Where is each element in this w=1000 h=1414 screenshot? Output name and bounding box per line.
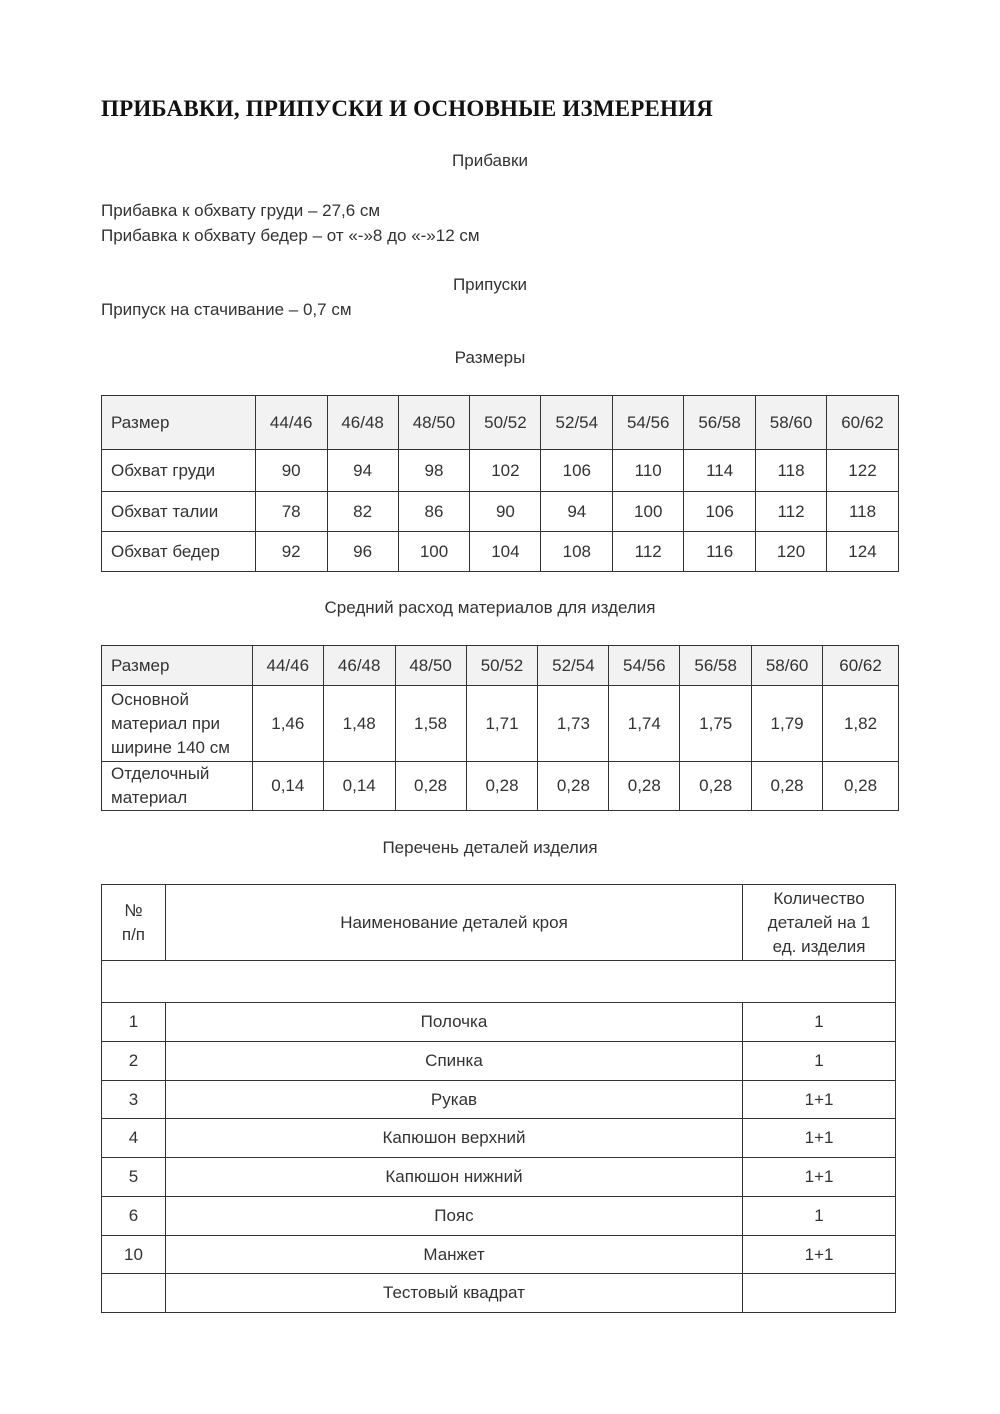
table-cell: 1,58 xyxy=(395,686,466,762)
part-number: 3 xyxy=(102,1081,166,1119)
table-cell: 98 xyxy=(398,450,470,492)
table-row xyxy=(102,450,899,492)
table-cell: 104 xyxy=(470,532,541,572)
part-quantity: 1 xyxy=(743,1003,896,1042)
part-number xyxy=(102,1274,166,1313)
sizes-heading: Размеры xyxy=(454,348,526,367)
table-cell: 110 xyxy=(613,450,684,492)
table-cell: 116 xyxy=(684,532,756,572)
col-name-header: Наименование деталей кроя xyxy=(165,885,742,961)
part-quantity: 1 xyxy=(743,1042,896,1081)
allowance-line-chest: Прибавка к обхвату груди – 27,6 см xyxy=(101,201,381,220)
row-label-line: Отделочный xyxy=(111,764,210,783)
part-name: Тестовый квадрат xyxy=(165,1274,742,1313)
part-number: 4 xyxy=(102,1119,166,1158)
table-cell: 112 xyxy=(756,492,827,532)
table-row xyxy=(102,1236,896,1274)
size-header: 60/62 xyxy=(823,646,899,686)
table-cell: 1,74 xyxy=(609,686,680,762)
part-name: Спинка xyxy=(165,1042,742,1081)
table-row xyxy=(102,1042,896,1081)
table-cell: 100 xyxy=(398,532,470,572)
sizes-header-label: Размер xyxy=(102,396,256,450)
part-name: Пояс xyxy=(165,1197,742,1236)
parts-heading: Перечень деталей изделия xyxy=(382,838,598,857)
size-header: 58/60 xyxy=(756,396,827,450)
row-label: Обхват талии xyxy=(102,492,256,532)
size-header: 48/50 xyxy=(395,646,466,686)
table-cell: 78 xyxy=(255,492,327,532)
table-cell: 0,28 xyxy=(752,762,823,811)
row-label-line: ширине 140 см xyxy=(111,737,230,757)
allowances-heading: Прибавки xyxy=(452,151,528,170)
part-number: 5 xyxy=(102,1158,166,1197)
table-cell: 0,28 xyxy=(395,762,466,811)
part-quantity: 1+1 xyxy=(743,1119,896,1158)
table-cell: 86 xyxy=(398,492,470,532)
size-header: 56/58 xyxy=(680,646,752,686)
size-header: 54/56 xyxy=(613,396,684,450)
table-cell: 120 xyxy=(756,532,827,572)
table-cell: 1,48 xyxy=(323,686,395,762)
size-header: 54/56 xyxy=(609,646,680,686)
part-name: Манжет xyxy=(165,1236,742,1274)
table-cell: 1,79 xyxy=(752,686,823,762)
table-cell: 106 xyxy=(541,450,613,492)
parts-table xyxy=(101,884,896,1313)
table-row xyxy=(102,762,899,811)
col-qty-header xyxy=(743,885,896,961)
row-label-line: материал при xyxy=(111,713,221,733)
table-cell: 1,71 xyxy=(466,686,538,762)
part-quantity xyxy=(743,1274,896,1313)
table-cell: 1,82 xyxy=(823,686,899,762)
table-row xyxy=(102,1197,896,1236)
table-cell: 0,28 xyxy=(680,762,752,811)
table-cell: 0,28 xyxy=(609,762,680,811)
header-line: Количество xyxy=(773,888,865,908)
table-cell: 118 xyxy=(826,492,898,532)
table-cell: 96 xyxy=(327,532,398,572)
table-cell: 114 xyxy=(684,450,756,492)
allowance-line-hips: Прибавка к обхвату бедер – от «-»8 до «-»12 см xyxy=(101,226,480,245)
size-header: 50/52 xyxy=(470,396,541,450)
table-cell: 100 xyxy=(613,492,684,532)
part-number: 6 xyxy=(102,1197,166,1236)
materials-header-label: Размер xyxy=(102,646,253,686)
size-header: 56/58 xyxy=(684,396,756,450)
table-cell: 106 xyxy=(684,492,756,532)
table-cell: 0,28 xyxy=(466,762,538,811)
sizes-header-row xyxy=(102,396,899,450)
table-cell: 122 xyxy=(826,450,898,492)
table-row xyxy=(102,1081,896,1119)
part-number: 2 xyxy=(102,1042,166,1081)
part-quantity: 1+1 xyxy=(743,1081,896,1119)
table-row xyxy=(102,492,899,532)
size-header: 52/54 xyxy=(538,646,609,686)
header-line: ед. изделия xyxy=(772,936,866,956)
table-cell: 112 xyxy=(613,532,684,572)
page-title: ПРИБАВКИ, ПРИПУСКИ И ОСНОВНЫЕ ИЗМЕРЕНИЯ xyxy=(101,96,714,121)
table-cell: 0,28 xyxy=(538,762,609,811)
sizes-table xyxy=(101,395,899,572)
size-header: 44/46 xyxy=(255,396,327,450)
part-quantity: 1 xyxy=(743,1197,896,1236)
table-row xyxy=(102,1119,896,1158)
parts-header-row xyxy=(102,885,896,961)
part-name: Капюшон верхний xyxy=(165,1119,742,1158)
row-label-line: Основной xyxy=(111,689,189,709)
table-cell: 102 xyxy=(470,450,541,492)
size-header: 60/62 xyxy=(826,396,898,450)
table-cell: 124 xyxy=(826,532,898,572)
size-header: 50/52 xyxy=(466,646,538,686)
table-cell: 82 xyxy=(327,492,398,532)
part-number: 10 xyxy=(102,1236,166,1274)
header-line: п/п xyxy=(121,924,146,944)
part-number: 1 xyxy=(102,1003,166,1042)
table-cell: 1,75 xyxy=(680,686,752,762)
part-name: Капюшон нижний xyxy=(165,1158,742,1197)
row-label xyxy=(102,686,253,762)
table-cell: 0,14 xyxy=(323,762,395,811)
header-line: деталей на 1 xyxy=(767,912,871,932)
table-cell: 1,73 xyxy=(538,686,609,762)
materials-header-row xyxy=(102,646,899,686)
table-row xyxy=(102,1158,896,1197)
row-label xyxy=(102,762,253,811)
row-label: Обхват бедер xyxy=(102,532,256,572)
size-header: 52/54 xyxy=(541,396,613,450)
table-cell: 92 xyxy=(255,532,327,572)
seam-allowance-line: Припуск на стачивание – 0,7 см xyxy=(101,300,352,319)
table-row xyxy=(102,1274,896,1313)
table-cell: 0,14 xyxy=(252,762,323,811)
table-row xyxy=(102,686,899,762)
materials-heading: Средний расход материалов для изделия xyxy=(324,598,656,617)
size-header: 46/48 xyxy=(323,646,395,686)
part-name: Полочка xyxy=(165,1003,742,1042)
size-header: 58/60 xyxy=(752,646,823,686)
row-label-line: материал xyxy=(111,788,188,807)
size-header: 48/50 xyxy=(398,396,470,450)
table-cell: 1,46 xyxy=(252,686,323,762)
table-cell: 94 xyxy=(327,450,398,492)
table-row xyxy=(102,532,899,572)
size-header: 46/48 xyxy=(327,396,398,450)
table-cell: 90 xyxy=(470,492,541,532)
seams-heading: Припуски xyxy=(452,275,528,294)
size-header: 44/46 xyxy=(252,646,323,686)
part-quantity: 1+1 xyxy=(743,1158,896,1197)
header-line: № xyxy=(124,900,143,920)
part-name: Рукав xyxy=(165,1081,742,1119)
table-cell: 94 xyxy=(541,492,613,532)
empty-cell xyxy=(102,961,896,1003)
table-cell: 0,28 xyxy=(823,762,899,811)
col-num-header xyxy=(102,885,166,961)
table-cell: 108 xyxy=(541,532,613,572)
materials-table xyxy=(101,645,899,811)
table-cell: 118 xyxy=(756,450,827,492)
table-row xyxy=(102,1003,896,1042)
parts-spacer-row xyxy=(102,961,896,1003)
table-cell: 90 xyxy=(255,450,327,492)
row-label: Обхват груди xyxy=(102,450,256,492)
part-quantity: 1+1 xyxy=(743,1236,896,1274)
